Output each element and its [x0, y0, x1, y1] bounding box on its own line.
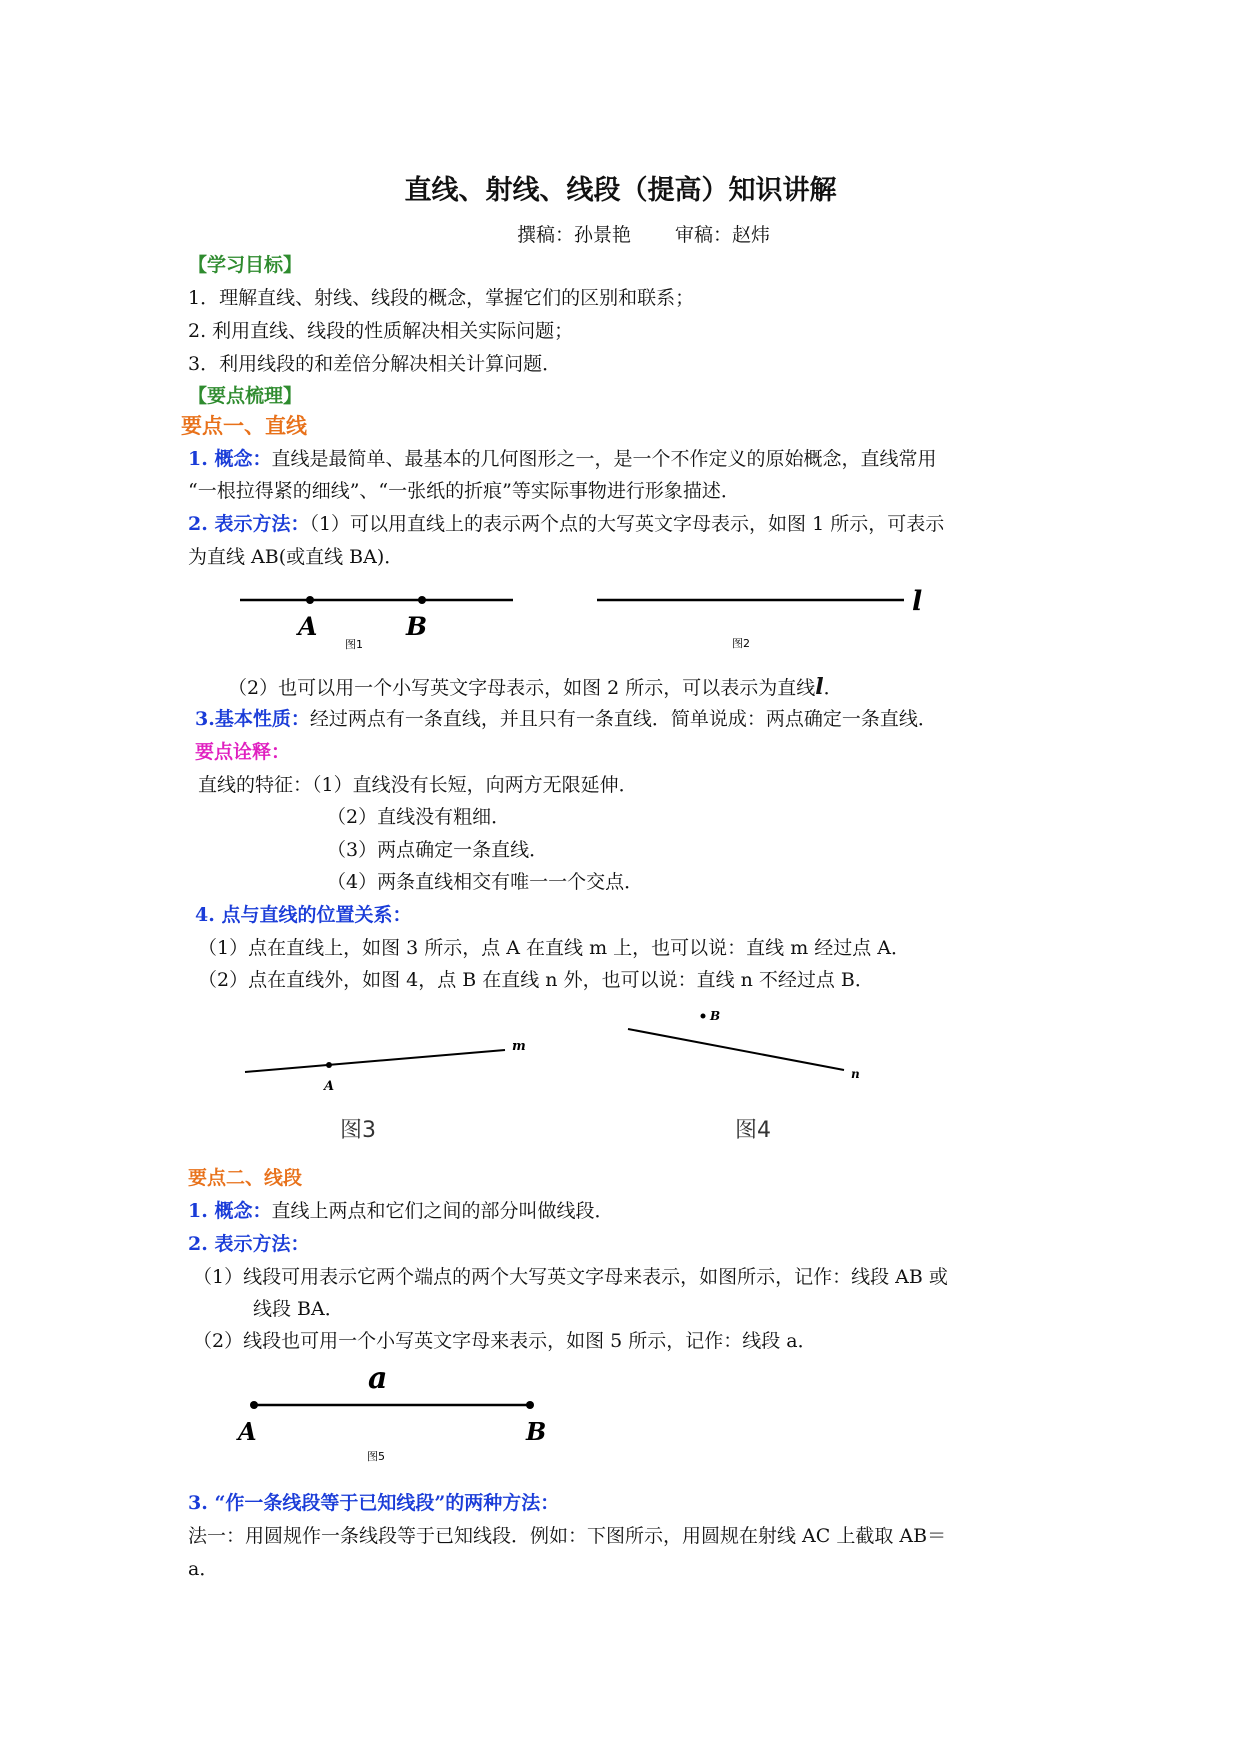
- s2-method-1a: 法一：用圆规作一条线段等于已知线段．例如：下图所示，用圆规在射线 AC 上截取 AB＝: [188, 1525, 947, 1547]
- s2-method-1b: a．: [188, 1558, 219, 1580]
- fig3-label-m: m: [512, 1039, 526, 1054]
- concept-text-2: “一根拉得紧的细线”、“一张纸的折痕”等实际事物进行形象描述．: [188, 480, 740, 502]
- goal-item-1: 1．理解直线、射线、线段的概念，掌握它们的区别和联系；: [188, 287, 695, 309]
- fig1-point-b: [418, 596, 426, 604]
- property-label: 3.基本性质：: [195, 708, 310, 730]
- concept-text-1: 直线是最简单、最基本的几何图形之一，是一个不作定义的原始概念，直线常用: [271, 448, 937, 470]
- repr-label: 2. 表示方法：: [188, 513, 310, 535]
- s2-concept-text: 直线上两点和它们之间的部分叫做线段．: [271, 1200, 614, 1222]
- position-label: 4. 点与直线的位置关系：: [195, 904, 412, 926]
- note-label: 要点诠释：: [195, 741, 291, 763]
- goal-item-2: 2. 利用直线、线段的性质解决相关实际问题；: [188, 320, 574, 342]
- feature-1: （1）直线没有长短，向两方无限延伸．: [312, 774, 638, 796]
- feature-3: （3）两点确定一条直线．: [327, 839, 549, 861]
- fig3-point-a: [326, 1062, 332, 1068]
- review-header: 【要点梳理】: [188, 385, 303, 407]
- fig2-caption: 图2: [732, 637, 750, 650]
- s2-repr-label: 2. 表示方法：: [188, 1233, 310, 1255]
- repr-line-3: [228, 675, 843, 700]
- fig4-caption: 图4: [735, 1118, 771, 1143]
- fig1-caption: 图1: [345, 638, 363, 651]
- fig3-caption: 图3: [340, 1118, 376, 1143]
- s2-concept-label: 1. 概念：: [188, 1200, 272, 1222]
- goals-header: 【学习目标】: [188, 254, 303, 276]
- s2-method-label: 3. “作一条线段等于已知线段”的两种方法：: [188, 1492, 560, 1514]
- feature-2: （2）直线没有粗细．: [327, 806, 511, 828]
- fig5-label-a-lower: a: [368, 1361, 388, 1396]
- fig3-line: [245, 1050, 505, 1072]
- position-item-1: （1）点在直线上，如图 3 所示，点 A 在直线 m 上，也可以说：直线 m 经过点 A．: [198, 937, 911, 959]
- position-item-2: （2）点在直线外，如图 4，点 B 在直线 n 外，也可以说：直线 n 不经过点 B．: [198, 969, 874, 991]
- fig5-label-a: A: [238, 1417, 257, 1446]
- figure-1: [230, 585, 520, 655]
- fig5-point-b: [526, 1401, 534, 1409]
- fig4-line: [628, 1029, 844, 1070]
- s2-concept-line: [188, 1199, 613, 1223]
- repr-line-1: [188, 512, 944, 536]
- figure-5: [230, 1360, 560, 1465]
- property-text: 经过两点有一条直线，并且只有一条直线．简单说成：两点确定一条直线．: [309, 708, 937, 730]
- fig1-label-a: A: [298, 612, 318, 641]
- fig4-label-b: B: [710, 1009, 721, 1023]
- fig5-label-b: B: [526, 1417, 547, 1446]
- fig4-label-n: n: [851, 1067, 860, 1081]
- section1-heading: 要点一、直线: [181, 413, 307, 438]
- goal-item-3: 3．利用线段的和差倍分解决相关计算问题．: [188, 353, 562, 375]
- s2-repr-item-1b: 线段 BA．: [253, 1298, 344, 1320]
- property-line: [195, 707, 937, 731]
- fig2-label-l: l: [912, 586, 923, 617]
- section2-heading: 要点二、线段: [188, 1167, 303, 1189]
- concept-label: 1. 概念：: [188, 448, 272, 470]
- reviewer: 审稿：赵炜: [675, 224, 771, 246]
- feature-4: （4）两条直线相交有唯一一个交点．: [327, 871, 644, 893]
- writer: 撰稿：孙景艳: [517, 224, 632, 246]
- s2-repr-item-1a: （1）线段可用表示它两个端点的两个大写英文字母来表示，如图所示，记作：线段 AB 或: [193, 1266, 948, 1288]
- feature-line-1: [198, 773, 638, 797]
- figure-3: [240, 1030, 540, 1145]
- repr-text-3-end: ．: [823, 677, 843, 699]
- repr-text-1: （1）可以用直线上的表示两个点的大写英文字母表示，如图 1 所示，可表示: [309, 513, 945, 535]
- fig5-point-a: [250, 1401, 258, 1409]
- fig4-point-b: [701, 1014, 706, 1019]
- concept-line-1: [188, 447, 936, 471]
- features-intro: 直线的特征：: [198, 774, 313, 796]
- figure-2: [592, 585, 942, 655]
- fig5-caption: 图5: [367, 1450, 385, 1463]
- fig1-point-a: [306, 596, 314, 604]
- page-title: 直线、射线、线段（提高）知识讲解: [404, 175, 837, 206]
- repr-text-3-var: l: [815, 674, 824, 700]
- repr-text-3: （2）也可以用一个小写英文字母表示，如图 2 所示，可以表示为直线: [228, 677, 816, 699]
- s2-repr-item-2: （2）线段也可用一个小写英文字母来表示，如图 5 所示，记作：线段 a．: [193, 1330, 817, 1352]
- repr-text-2: 为直线 AB(或直线 BA)．: [188, 546, 404, 568]
- fig3-label-a: A: [324, 1079, 335, 1094]
- authors: [517, 220, 770, 247]
- figure-4: [620, 1005, 870, 1145]
- fig1-label-b: B: [406, 612, 428, 641]
